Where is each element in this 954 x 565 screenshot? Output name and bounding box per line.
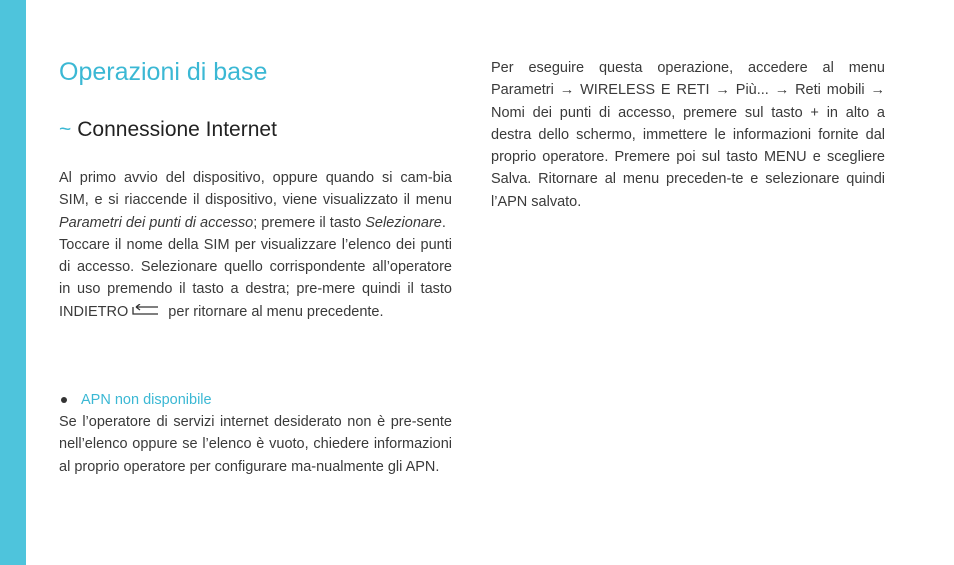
side-color-bar [0, 0, 26, 565]
bullet-apn-unavailable [59, 389, 212, 411]
section-tilde: ~ [59, 118, 72, 141]
back-arrow-icon [131, 301, 161, 323]
intro-text-2: ; premere il tasto [253, 214, 366, 231]
section-heading-text: Connessione Internet [77, 118, 277, 141]
right-column-text [491, 57, 885, 213]
apn-text: Se l’operatore di servizi internet desiderato non è pre-sente nell’elenco oppure se l’elenco è vuoto, chiedere informazioni al proprio operatore per configurare ma-nualmente gli APN. [59, 414, 452, 475]
page-title: Operazioni di base [59, 58, 268, 86]
sim-text-2: per ritornare al menu precedente. [164, 303, 384, 320]
menu-name-italic: Parametri dei punti di accesso [59, 214, 254, 231]
intro-text-1: Al primo avvio del dispositivo, oppure quando si cam-bia SIM, e si riaccende il dispositivo, viene visualizzato il menu [59, 170, 452, 209]
sim-paragraph [59, 234, 452, 323]
section-heading [59, 117, 277, 143]
bullet-dot-icon [61, 397, 67, 403]
bullet-label: APN non disponibile [81, 392, 212, 408]
apn-paragraph [59, 411, 452, 478]
instructions-paragraph: Per eseguire questa operazione, accedere al menu Parametri → WIRELESS E RETI → Più... → Reti mobili → Nomi dei punti di accesso, premere sul tasto + in alto a destra dello schermo, immettere le informazioni fornite dal proprio operatore. Premere poi sul tasto MENU e scegliere Salva. Ritornare al menu preceden-te e selezionare quindi l’APN salvato. [491, 60, 885, 210]
left-column-text [59, 167, 452, 323]
sim-text-1: Toccare il nome della SIM per visualizzare l’elenco dei punti di accesso. Selezionare quello corrispondente all’operatore in uso premendo il tasto a destra; pre-mere quindi il tasto INDIETRO [59, 236, 452, 320]
intro-text-3: . [441, 214, 446, 231]
key-name-italic: Selezionare [365, 214, 442, 231]
intro-paragraph [59, 167, 452, 234]
